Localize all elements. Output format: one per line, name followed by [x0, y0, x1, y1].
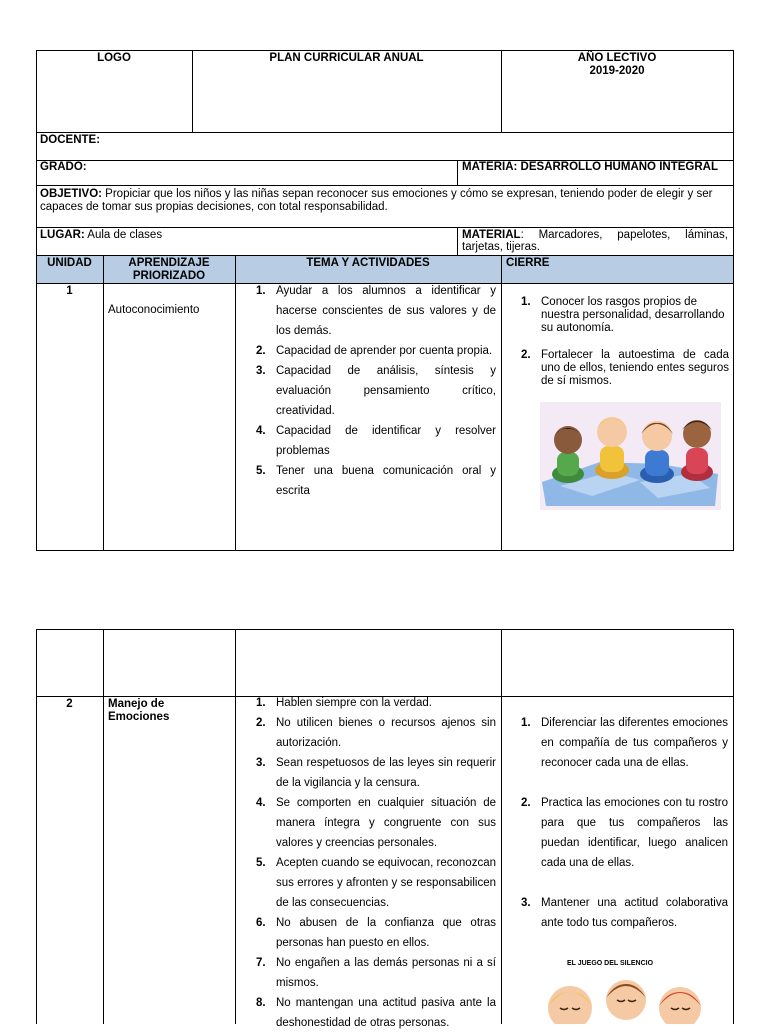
lugar-text [40, 229, 450, 242]
material-body: : Marcadores, papelotes, láminas, tarjetas, tijeras. [462, 229, 728, 253]
school-year-label: AÑO LECTIVO [577, 52, 657, 64]
list-item: 7. No engañen a las demás personas ni a sí mismos. [256, 957, 496, 989]
lugar-body: Aula de clases [84, 229, 163, 241]
list-item: 5. Acepten cuando se equivocan, reconozcan sus errores y afronten y se responsabilicen de las consecuencias. [256, 857, 496, 909]
list-item: 4. Se comporten en cualquier situación de manera íntegra y congruente con sus valores y creencias personales. [256, 797, 496, 849]
kids-meditating-illustration [540, 402, 721, 510]
list-item: 8. No mantengan una actitud pasiva ante la deshonestidad de otras personas. [256, 997, 496, 1029]
column-header-unidad: UNIDAD [47, 257, 92, 269]
silence-game-caption: EL JUEGO DEL SILENCIO [566, 960, 654, 967]
activities-list-2 [256, 693, 496, 1033]
plan-title: PLAN CURRICULAR ANUAL [269, 52, 424, 64]
material-label: MATERIAL [462, 229, 521, 241]
column-header-cierre: CIERRE [506, 257, 550, 269]
grado-label: GRADO: [40, 161, 87, 173]
list-item: 2. Practica las emociones con tu rostro para que tus compañeros las puedan identificar, luego analicen cada una de ellas. [521, 797, 728, 869]
lugar-label: LUGAR: [40, 229, 85, 241]
objetivo-label: OBJETIVO: [40, 188, 102, 200]
materia-label: MATERIA: DESARROLLO HUMANO INTEGRAL [462, 161, 718, 173]
cierre-list-2 [521, 713, 728, 933]
list-item: 5. Tener una buena comunicación oral y escrita [256, 465, 496, 497]
activities-list-1 [256, 281, 496, 501]
unidad-1: 1 [66, 285, 73, 297]
list-item: 1. Ayudar a los alumnos a identificar y hacerse conscientes de sus valores y de los demás. [256, 285, 496, 337]
list-item: 1. Conocer los rasgos propios de nuestra personalidad, desarrollando su autonomía. [521, 296, 725, 334]
material-text [462, 229, 728, 253]
list-item: 1. Hablen siempre con la verdad. [256, 697, 432, 709]
list-item: 4. Capacidad de identificar y resolver problemas [256, 425, 496, 457]
aprendizaje-1: Autoconocimiento [108, 304, 200, 316]
list-item: 3. Sean respetuosos de las leyes sin requerir de la vigilancia y la censura. [256, 757, 496, 789]
column-header-tema: TEMA Y ACTIVIDADES [306, 257, 430, 269]
list-item: 3. Capacidad de análisis, síntesis y evaluación pensamiento crítico, creatividad. [256, 365, 496, 417]
school-year-value: 2019-2020 [589, 65, 645, 77]
docente-label: DOCENTE: [40, 134, 101, 146]
objetivo-text [40, 188, 730, 214]
aprendizaje-2: Manejo de Emociones [108, 698, 170, 723]
objetivo-body: Propiciar que los niños y las niñas sepan reconocer sus emociones y cómo se expresan, teniendo poder de elegir y ser capaces de tomar sus propias decisiones, con total responsabilidad. [40, 188, 713, 213]
list-item: 2. No utilicen bienes o recursos ajenos sin autorización. [256, 717, 496, 749]
column-header-aprendizaje: APRENDIZAJE PRIORIZADO [128, 257, 210, 282]
logo-label: LOGO [97, 52, 131, 64]
list-item: 3. Mantener una actitud colaborativa ante todo tus compañeros. [521, 897, 728, 929]
list-item: 1. Diferenciar las diferentes emociones en compañía de tus compañeros y reconocer cada una de ellas. [521, 717, 728, 769]
cierre-list-1 [521, 296, 729, 388]
unidad-2: 2 [66, 698, 73, 710]
list-item: 2. Capacidad de aprender por cuenta propia. [256, 345, 493, 357]
list-item: 2. Fortalecer la autoestima de cada uno de ellos, teniendo entes seguros de sí mismos. [521, 349, 729, 387]
list-item: 6. No abusen de la confianza que otras personas han puesto en ellos. [256, 917, 496, 949]
children-faces-illustration [540, 972, 710, 1024]
